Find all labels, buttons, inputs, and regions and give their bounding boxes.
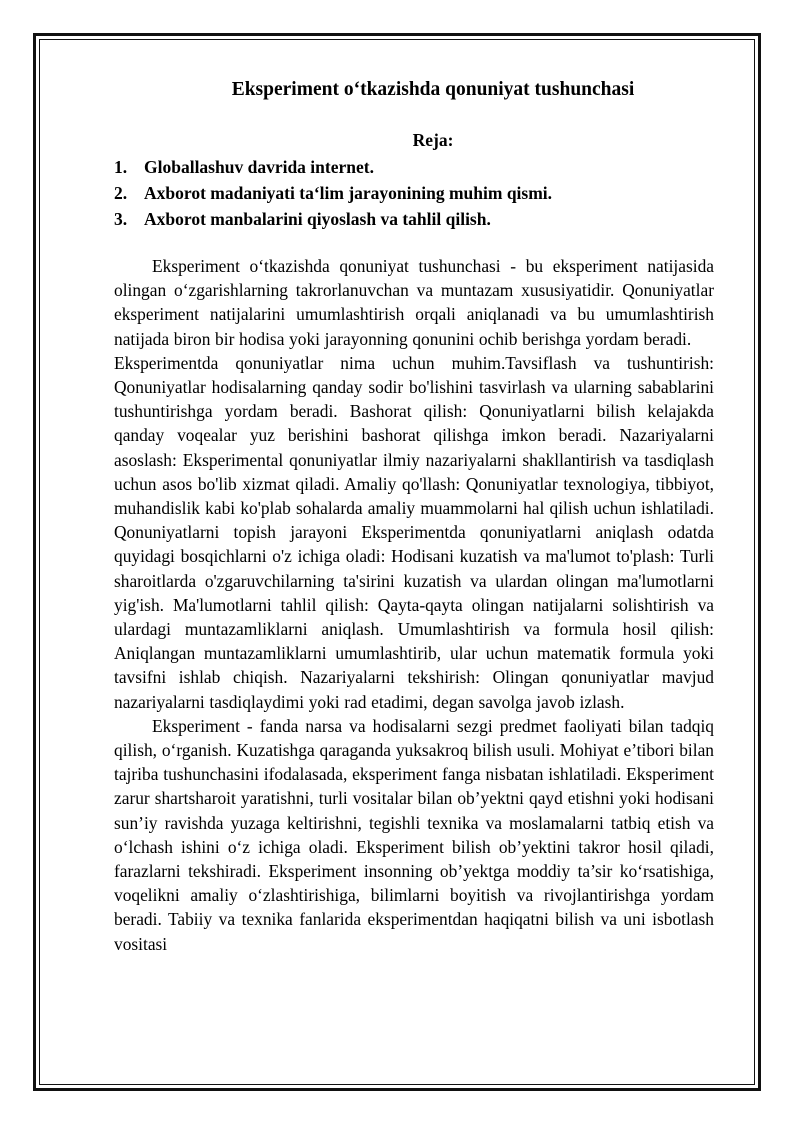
- plan-item: [114, 180, 714, 206]
- body-text: [114, 254, 714, 956]
- plan-heading: Reja:: [412, 130, 454, 150]
- document-title: Eksperiment o‘tkazishda qonuniyat tushunchasi: [231, 79, 635, 100]
- plan-item-number: 2.: [114, 183, 128, 203]
- plan-item: [114, 154, 714, 180]
- paragraph-3: Eksperiment - fanda narsa va hodisalarni sezgi predmet faoliyati bilan tadqiq qilish, o‘rganish. Kuzatishga qaraganda yuksakroq bilish usuli. Mohiyat e’tibori bilan tajriba tushunchasini ifodalasada, eksperiment fanga nisbatan ishlatiladi. Eksperiment zarur shartsharoit yaratishni, turli vositalar bilan ob’yektni qayd etishni yoki hodisani sun’iy ravishda yuzaga keltirishni, tegishli texnika va moslamalarni tatbiq etish va o‘lchash ishini o‘z ichiga oladi. Eksperiment bilish ob’yektini takror hosil qiladi, farazlarni tekshiradi. Eksperiment insonning ob’yektga moddiy ta’sir ko‘rsatishiga, voqelikni amaliy o‘zlashtirishiga, bilimlarni boyitish va rivojlantirishga yordam beradi. Tabiiy va texnika fanlarida eksperimentdan haqiqatni bilish va uni isbotlash vositasi: [114, 715, 714, 954]
- plan-item-number: 1.: [114, 157, 128, 177]
- plan-item-number: 3.: [114, 209, 128, 229]
- document-content: [114, 78, 714, 956]
- paragraph-2: Eksperimentda qonuniyatlar nima uchun muhim.Tavsiflash va tushuntirish: Qonuniyatlar hodisalarning qanday sodir bo'lishini tasvirlash va ularning sabablarini tushuntirishga yordam beradi. Bashorat qilish: Qonuniyatlarni bilish kelajakda qanday voqealar yuz berishini bashorat qilishga imkon beradi. Nazariyalarni asoslash: Eksperimental qonuniyatlar ilmiy nazariyalarni shakllantirish va tasdiqlash uchun asos bo'lib xizmat qiladi. Amaliy qo'llash: Qonuniyatlar texnologiya, tibbiyot, muhandislik kabi ko'plab sohalarda amaliy muammolarni hal qilish uchun ishlatiladi. Qonuniyatlarni topish jarayoni Eksperimentda qonuniyatlarni aniqlash odatda quyidagi bosqichlarni o'z ichiga oladi: Hodisani kuzatish va ma'lumot to'plash: Turli sharoitlarda o'zgaruvchilarning ta'sirini kuzatish va ulardan olingan ma'lumotlarni yig'ish. Ma'lumotlarni tahlil qilish: Qayta-qayta olingan natijalarni solishtirish va ulardagi muntazamliklarni aniqlash. Umumlashtirish va formula hosil qilish: Aniqlangan muntazamliklarni umumlashtirib, ular uchun matematik formula yoki tavsifni ishlab chiqish. Nazariyalarni tekshirish: Olingan qonuniyatlar mavjud nazariyalarni tasdiqlaydimi yoki rad etadimi, degan savolga javob izlash.: [114, 352, 714, 712]
- plan-item: [114, 206, 714, 232]
- plan-item-text: Axborot madaniyati ta‘lim jarayonining muhim qismi.: [144, 183, 553, 203]
- plan-item-text: Axborot manbalarini qiyoslash va tahlil qilish.: [144, 209, 491, 229]
- paragraph-1: Eksperiment o‘tkazishda qonuniyat tushunchasi - bu eksperiment natijasida olingan o‘zgarishlarning takrorlanuvchan va muntazam xususiyatidir. Qonuniyatlar eksperiment natijalarini umumlashtirish orqali aniqlanadi va bu umumlashtirish natijada biron bir hodisa yoki jarayonning qonunini ochib berishga yordam beradi.: [114, 256, 714, 349]
- plan-item-text: Globallashuv davrida internet.: [144, 157, 374, 177]
- plan-list: [114, 154, 714, 232]
